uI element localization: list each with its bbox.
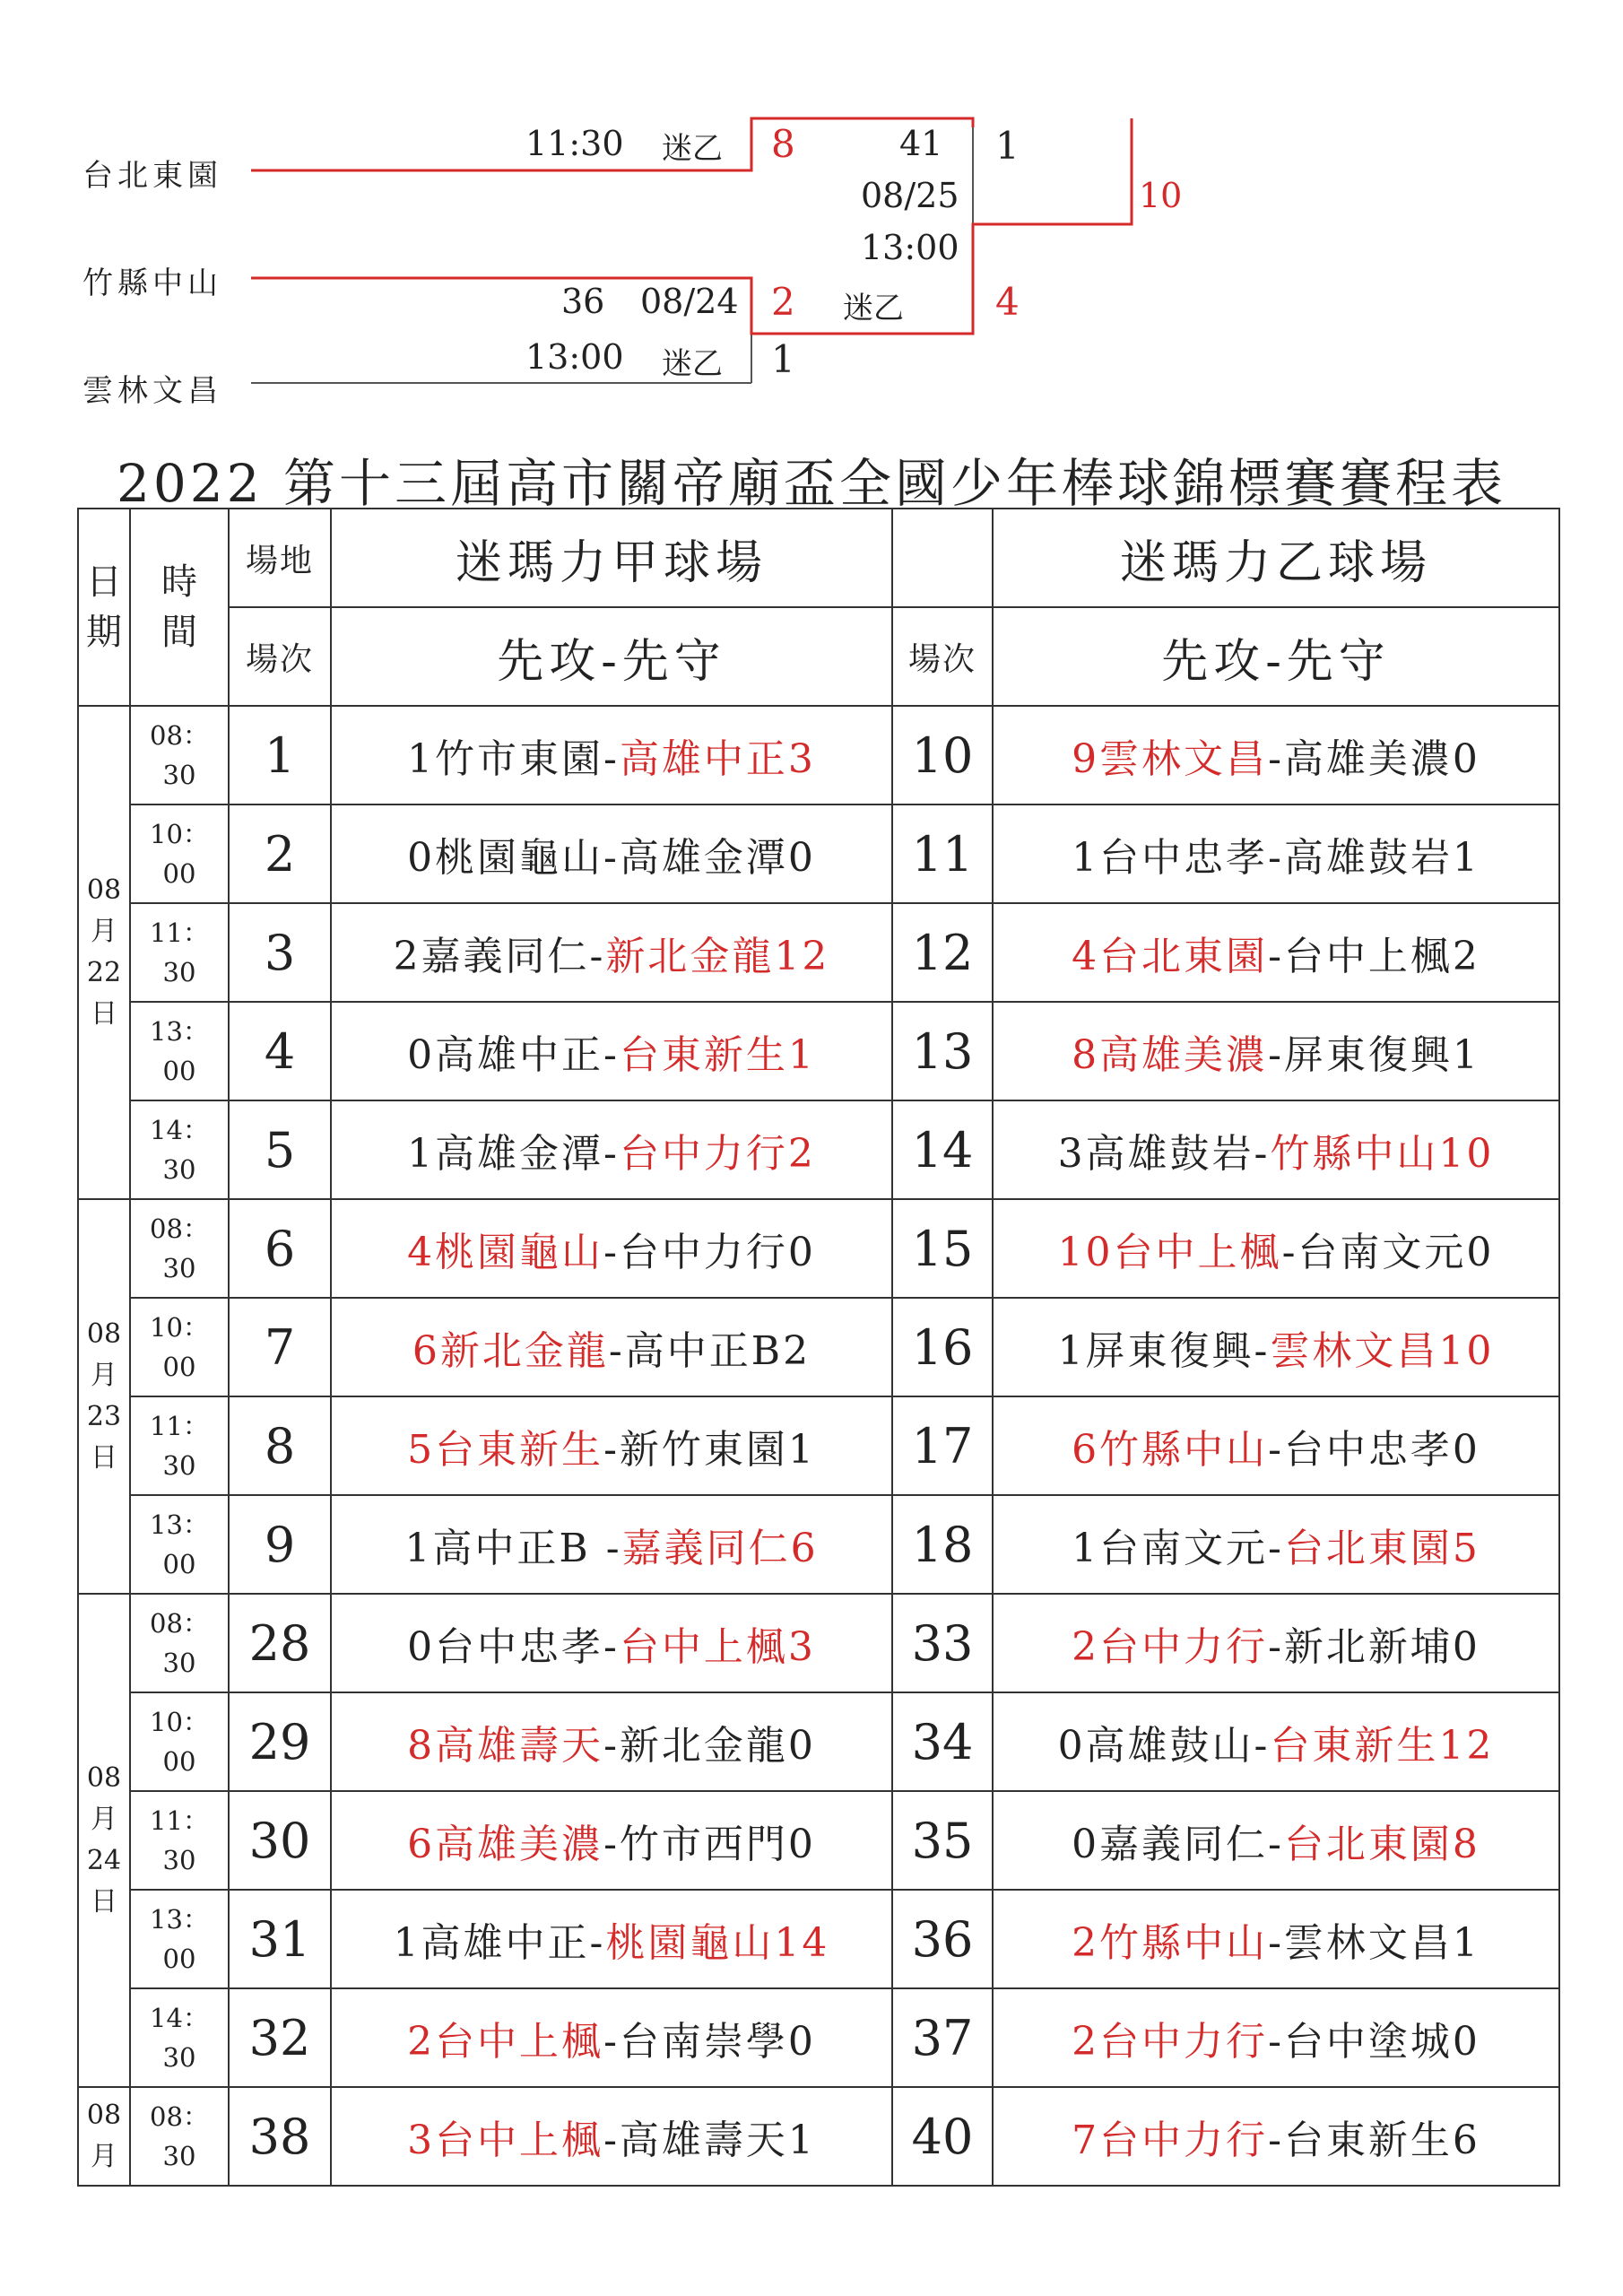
time-text: 14： 30: [150, 1115, 209, 1185]
game-no-a: 5: [229, 1100, 331, 1199]
game-no-a: 28: [229, 1594, 331, 1692]
team-segment: 8高雄美濃: [1072, 1032, 1269, 1078]
team-segment: -台南文元0: [1281, 1230, 1495, 1275]
time-cell: [130, 1199, 229, 1298]
table-row: [78, 1199, 1559, 1298]
matchup-a: [331, 1002, 892, 1100]
time-text: 11： 30: [150, 1411, 209, 1481]
time-cell: [130, 1988, 229, 2087]
team-segment: 0嘉義同仁-: [1072, 1822, 1284, 1867]
time-cell: [130, 1890, 229, 1988]
table-row: [78, 1791, 1559, 1890]
lower-date: 08/24: [640, 282, 739, 321]
team-segment: 5台東新生: [407, 1427, 604, 1473]
time-text: 11： 30: [150, 1805, 209, 1875]
game-no-b: 12: [892, 903, 993, 1002]
team-segment: 台中力行2: [619, 1131, 816, 1177]
time-text: 13： 00: [150, 1509, 209, 1579]
table-row: [78, 1100, 1559, 1199]
team-segment: -台中忠孝0: [1268, 1427, 1480, 1473]
game-no-a: 8: [229, 1396, 331, 1495]
team-segment: 桃園龜山14: [605, 1920, 830, 1966]
matchup-a: [331, 1495, 892, 1594]
matchup-b: [993, 1495, 1559, 1594]
lower-game-no: 36: [561, 282, 605, 321]
matchup-b: [993, 1692, 1559, 1791]
team-segment: 2台中力行: [1072, 2019, 1269, 2065]
team-segment: 1高中正B -: [404, 1526, 622, 1571]
team-segment: 1屏東復興-: [1057, 1328, 1271, 1374]
team-segment: 新北金龍12: [605, 934, 830, 979]
team-segment: 雲林文昌10: [1270, 1328, 1495, 1374]
time-cell: [130, 2087, 229, 2186]
time-cell: [130, 1495, 229, 1594]
time-cell: [130, 1594, 229, 1692]
matchup-b: [993, 1298, 1559, 1396]
final-result: 10: [1139, 176, 1183, 215]
matchup-a: [331, 1199, 892, 1298]
team-segment: 2嘉義同仁-: [393, 934, 606, 979]
team-segment: -台東新生6: [1268, 2118, 1480, 2163]
header-venue: 場地: [229, 509, 331, 607]
team-segment: 3高雄鼓岩-: [1057, 1131, 1271, 1177]
matchup-a: [331, 1396, 892, 1495]
team-segment: 台中上楓3: [619, 1624, 816, 1670]
team-segment: -高中正B2: [608, 1328, 812, 1374]
header-matchup-b: 先攻-先守: [993, 607, 1559, 706]
team-segment: -台中力行0: [603, 1230, 816, 1275]
team-segment: -雲林文昌1: [1268, 1920, 1480, 1966]
team-segment: -新竹東園1: [603, 1427, 816, 1473]
game-no-a: 30: [229, 1791, 331, 1890]
matchup-b: [993, 706, 1559, 804]
matchup-b: [993, 1396, 1559, 1495]
matchup-a: [331, 903, 892, 1002]
date-cell: [78, 706, 130, 1199]
final-date: 08/25: [861, 176, 959, 215]
team-segment: 0台中忠孝-: [407, 1624, 620, 1670]
team-segment: -屏東復興1: [1268, 1032, 1480, 1078]
team-segment: -高雄壽天1: [603, 2118, 816, 2163]
team-segment: 6竹縣中山: [1072, 1427, 1269, 1473]
bottom-score: 1: [771, 337, 795, 381]
game-no-a: 4: [229, 1002, 331, 1100]
header-row-1: [78, 509, 1559, 607]
table-row: [78, 1692, 1559, 1791]
matchup-b: [993, 1594, 1559, 1692]
matchup-a: [331, 1988, 892, 2087]
matchup-b: [993, 1988, 1559, 2087]
team-segment: 9雲林文昌: [1072, 736, 1269, 782]
matchup-b: [993, 1199, 1559, 1298]
table-row: [78, 1988, 1559, 2087]
table-row: [78, 1594, 1559, 1692]
team-segment: 高雄中正3: [619, 736, 816, 782]
game-no-b: 36: [892, 1890, 993, 1988]
matchup-a: [331, 1791, 892, 1890]
team-segment: 台東新生1: [619, 1032, 816, 1078]
matchup-a: [331, 804, 892, 903]
matchup-a: [331, 1594, 892, 1692]
time-text: 10： 00: [150, 819, 209, 889]
team-segment: 台北東園5: [1283, 1526, 1480, 1571]
team-segment: 0高雄中正-: [407, 1032, 620, 1078]
upper-time: 11:30: [525, 124, 624, 163]
header-game-no-b: 場次: [892, 607, 993, 706]
team-segment: 嘉義同仁6: [621, 1526, 819, 1571]
team-segment: 2台中力行: [1072, 1624, 1269, 1670]
team-segment: -竹市西門0: [603, 1822, 816, 1867]
header-blank: [892, 509, 993, 607]
game-no-a: 3: [229, 903, 331, 1002]
time-text: 08： 30: [150, 2101, 209, 2171]
time-text: 13： 00: [150, 1016, 209, 1086]
matchup-b: [993, 2087, 1559, 2186]
upper-score-left: 8: [771, 122, 795, 166]
table-row: [78, 1495, 1559, 1594]
game-no-b: 35: [892, 1791, 993, 1890]
upper-field: 迷乙: [662, 131, 723, 167]
time-cell: [130, 903, 229, 1002]
date-text: 08 月 24 日: [86, 1762, 122, 1918]
game-no-b: 10: [892, 706, 993, 804]
team-segment: 4桃園龜山: [407, 1230, 604, 1275]
table-row: [78, 2087, 1559, 2186]
header-time: 時 間: [130, 509, 229, 706]
game-no-a: 29: [229, 1692, 331, 1791]
team-segment: -高雄美濃0: [1268, 736, 1480, 782]
header-field-b: 迷瑪力乙球場: [993, 509, 1559, 607]
team-segment: -新北金龍0: [603, 1723, 816, 1769]
game-no-a: 9: [229, 1495, 331, 1594]
time-text: 08： 30: [150, 1213, 209, 1283]
time-text: 13： 00: [150, 1904, 209, 1974]
game-no-b: 33: [892, 1594, 993, 1692]
team-segment: 1台中忠孝-高雄鼓岩1: [1072, 835, 1480, 881]
team-segment: 2台中上楓: [407, 2019, 604, 2065]
team-segment: -台中上楓2: [1268, 934, 1480, 979]
bracket-team-2: 竹縣中山: [82, 265, 222, 301]
matchup-b: [993, 1002, 1559, 1100]
game-no-a: 7: [229, 1298, 331, 1396]
game-no-b: 15: [892, 1199, 993, 1298]
game-no-a: 1: [229, 706, 331, 804]
team-segment: -台南崇學0: [603, 2019, 816, 2065]
game-no-b: 13: [892, 1002, 993, 1100]
team-segment: 6新北金龍: [412, 1328, 609, 1374]
time-text: 14： 30: [150, 2003, 209, 2073]
matchup-a: [331, 1100, 892, 1199]
game-no-a: 38: [229, 2087, 331, 2186]
game-no-a: 6: [229, 1199, 331, 1298]
time-cell: [130, 1100, 229, 1199]
matchup-a: [331, 706, 892, 804]
time-text: 11： 30: [150, 918, 209, 987]
game-no-a: 2: [229, 804, 331, 903]
matchup-a: [331, 1692, 892, 1791]
date-cell: [78, 1199, 130, 1594]
bottom-time: 13:00: [525, 337, 624, 377]
table-row: [78, 1298, 1559, 1396]
team-segment: 1高雄中正-: [393, 1920, 606, 1966]
time-cell: [130, 1692, 229, 1791]
team-segment: 10台中上楓: [1057, 1230, 1282, 1275]
upper-game-no: 41: [899, 124, 943, 163]
team-segment: 竹縣中山10: [1270, 1131, 1495, 1177]
table-row: [78, 804, 1559, 903]
game-no-b: 18: [892, 1495, 993, 1594]
game-no-b: 37: [892, 1988, 993, 2087]
team-segment: -台中塗城0: [1268, 2019, 1480, 2065]
team-segment: 台北東園8: [1283, 1822, 1480, 1867]
time-cell: [130, 1791, 229, 1890]
matchup-b: [993, 1890, 1559, 1988]
date-text: 08 月 22 日: [86, 874, 122, 1030]
team-segment: 3台中上楓: [407, 2118, 604, 2163]
team-segment: 4台北東園: [1072, 934, 1269, 979]
time-cell: [130, 1396, 229, 1495]
team-segment: 2竹縣中山: [1072, 1920, 1269, 1966]
matchup-b: [993, 1791, 1559, 1890]
time-text: 10： 00: [150, 1707, 209, 1777]
table-row: [78, 903, 1559, 1002]
matchup-a: [331, 1890, 892, 1988]
schedule-table: [77, 508, 1560, 2187]
header-game-no-a: 場次: [229, 607, 331, 706]
table-row: [78, 706, 1559, 804]
matchup-a: [331, 1298, 892, 1396]
team-segment: 台東新生12: [1270, 1723, 1495, 1769]
game-no-b: 11: [892, 804, 993, 903]
game-no-a: 31: [229, 1890, 331, 1988]
page-title: 2022 第十三屆高市關帝廟盃全國少年棒球錦標賽賽程表: [116, 453, 1507, 514]
table-row: [78, 1396, 1559, 1495]
game-no-b: 16: [892, 1298, 993, 1396]
matchup-a: [331, 2087, 892, 2186]
lower-score-left: 2: [771, 280, 795, 324]
matchup-b: [993, 1100, 1559, 1199]
game-no-b: 34: [892, 1692, 993, 1791]
lower-score-right: 4: [995, 280, 1020, 324]
date-text: 08 月: [86, 2100, 122, 2172]
bracket-team-1: 台北東園: [82, 158, 222, 194]
team-segment: 8高雄壽天: [407, 1723, 604, 1769]
header-date: 日 期: [78, 509, 130, 706]
date-text: 08 月 23 日: [86, 1318, 122, 1474]
game-no-b: 14: [892, 1100, 993, 1199]
date-cell: [78, 2087, 130, 2186]
time-cell: [130, 1298, 229, 1396]
matchup-b: [993, 804, 1559, 903]
date-cell: [78, 1594, 130, 2087]
time-text: 08： 30: [150, 1608, 209, 1678]
time-text: 10： 00: [150, 1312, 209, 1382]
bottom-field: 迷乙: [662, 346, 723, 382]
lower-field: 迷乙: [843, 291, 904, 326]
bracket-lines: [0, 0, 1623, 422]
final-time: 13:00: [861, 228, 959, 267]
time-text: 08： 30: [150, 720, 209, 790]
team-segment: 0桃園龜山-高雄金潭0: [407, 835, 816, 881]
team-segment: 1台南文元-: [1072, 1526, 1284, 1571]
header-field-a: 迷瑪力甲球場: [331, 509, 892, 607]
game-no-b: 17: [892, 1396, 993, 1495]
game-no-b: 40: [892, 2087, 993, 2186]
header-row-2: [78, 607, 1559, 706]
time-cell: [130, 706, 229, 804]
bracket-team-3: 雲林文昌: [82, 373, 222, 409]
team-segment: 6高雄美濃: [407, 1822, 604, 1867]
team-segment: 1高雄金潭-: [407, 1131, 620, 1177]
team-segment: 7台中力行: [1072, 2118, 1269, 2163]
table-row: [78, 1002, 1559, 1100]
table-row: [78, 1890, 1559, 1988]
team-segment: 1竹市東園-: [407, 736, 620, 782]
header-matchup-a: 先攻-先守: [331, 607, 892, 706]
upper-score-right: 1: [995, 124, 1020, 168]
time-cell: [130, 1002, 229, 1100]
team-segment: 0高雄鼓山-: [1057, 1723, 1271, 1769]
game-no-a: 32: [229, 1988, 331, 2087]
time-cell: [130, 804, 229, 903]
matchup-b: [993, 903, 1559, 1002]
team-segment: -新北新埔0: [1268, 1624, 1480, 1670]
